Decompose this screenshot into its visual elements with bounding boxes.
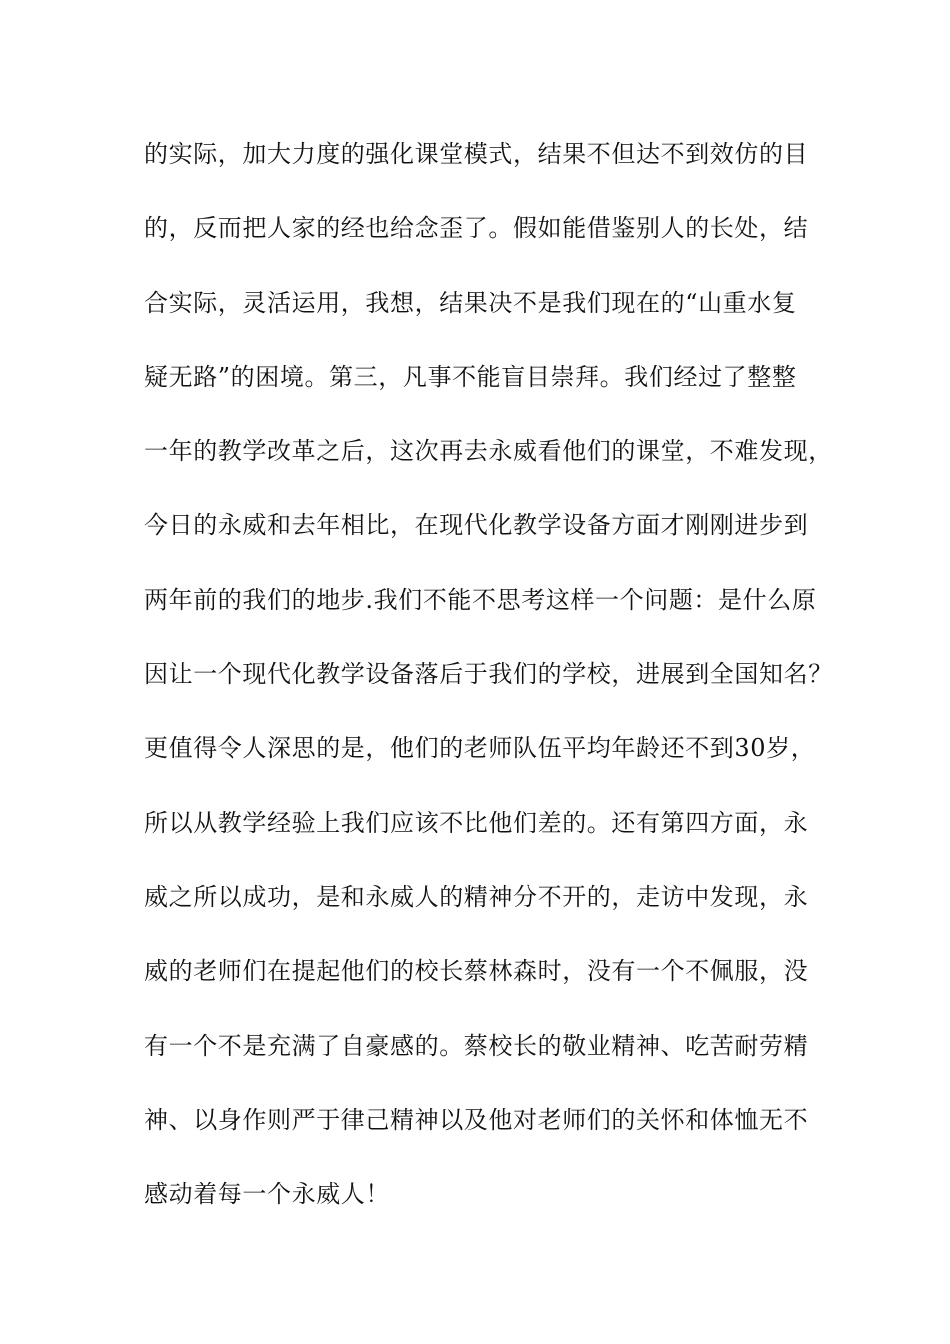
text-line: 今日的永威和去年相比，在现代化教学设备方面才刚刚进步到 xyxy=(144,511,809,540)
text-line: 的实际，加大力度的强化课堂模式，结果不但达不到效仿的目 xyxy=(144,140,809,168)
text-line: 威之所以成功，是和永威人的精神分不开的，走访中发现，永 xyxy=(144,882,809,911)
text-line: 合实际，灵活运用，我想，结果决不是我们现在的“山重水复 xyxy=(144,288,797,317)
text-line: 两年前的我们的地步.我们不能不思考这样一个问题：是什么原 xyxy=(144,585,817,614)
text-line: 有一个不是充满了自豪感的。蔡校长的敬业精神、吃苦耐劳精 xyxy=(144,1031,809,1060)
text-line: 因让一个现代化教学设备落后于我们的学校，进展到全国知名？ xyxy=(144,660,833,689)
text-line: 疑无路”的困境。第三，凡事不能盲目崇拜。我们经过了整整 xyxy=(144,362,797,391)
text-line: 感动着每一个永威人！ xyxy=(144,1180,390,1209)
text-line: 所以从教学经验上我们应该不比他们差的。还有第四方面，永 xyxy=(144,808,809,837)
text-line: 更值得令人深思的是，他们的老师队伍平均年龄还不到30岁， xyxy=(144,734,816,763)
body-paragraph xyxy=(144,128,844,1242)
text-line: 威的老师们在提起他们的校长蔡林森时，没有一个不佩服，没 xyxy=(144,957,809,986)
text-line: 的，反而把人家的经也给念歪了。假如能借鉴别人的长处，结 xyxy=(144,214,809,243)
text-line: 一年的教学改革之后，这次再去永威看他们的课堂，不难发现， xyxy=(144,437,833,466)
text-line: 神、以身作则严于律己精神以及他对老师们的关怀和体恤无不 xyxy=(144,1105,809,1134)
